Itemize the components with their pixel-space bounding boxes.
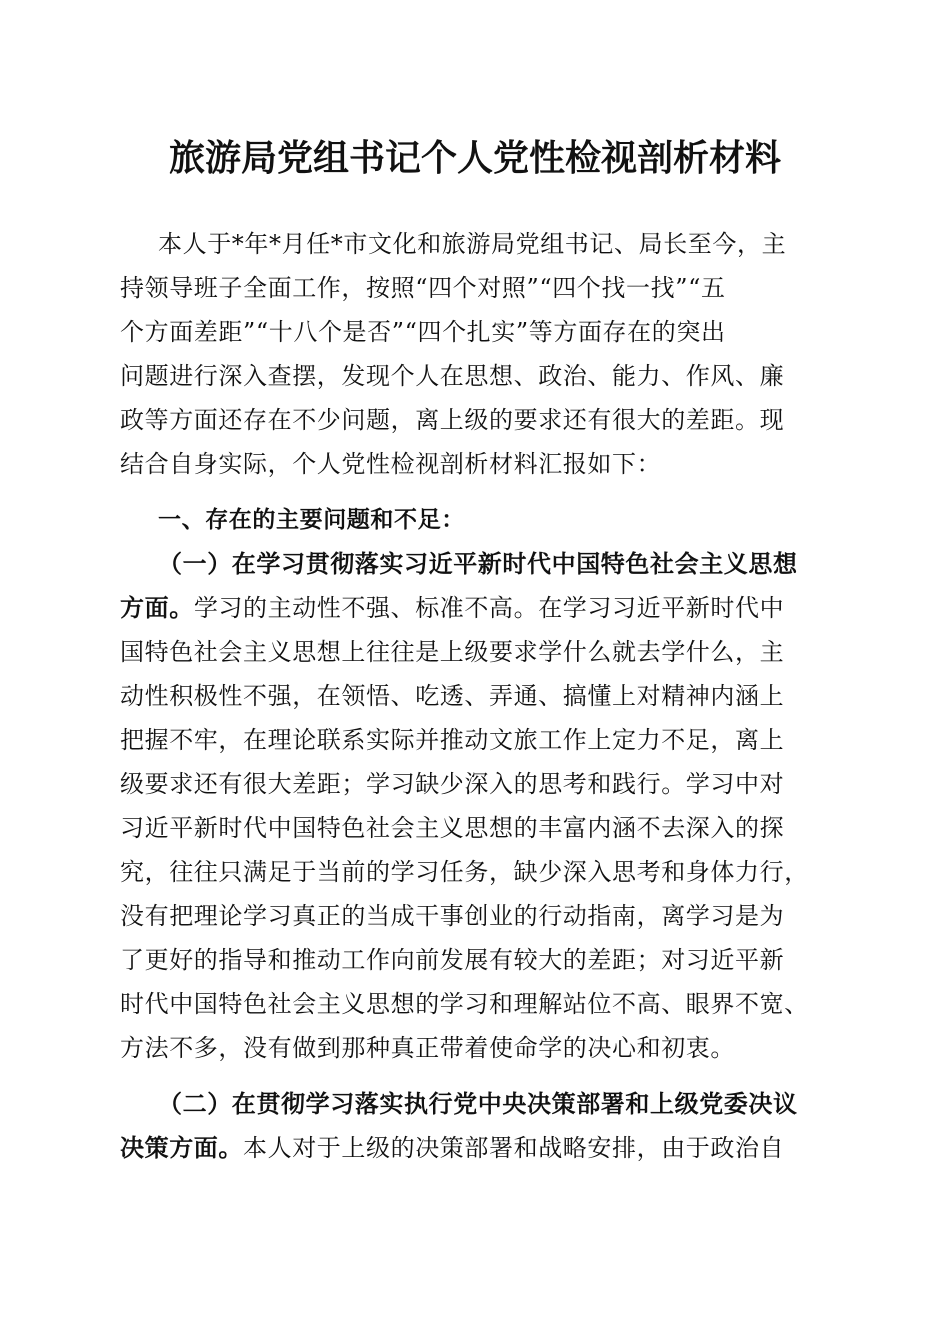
paragraph-line: 习近平新时代中国特色社会主义思想的丰富内涵不去深入的探 (120, 814, 785, 842)
paragraph-line: 国特色社会主义思想上往往是上级要求学什么就去学什么，主 (120, 638, 785, 666)
intro-line: 结合自身实际，个人党性检视剖析材料汇报如下： (120, 450, 662, 478)
paragraph-text: 学习的主动性不强、标准不高。在学习习近平新时代中 (193, 594, 785, 622)
subsection-heading-end: 方面。 (120, 593, 194, 622)
intro-line: 持领导班子全面工作，按照“四个对照”“四个找一找”“五 (120, 274, 726, 302)
paragraph-line: 把握不牢，在理论联系实际并推动文旅工作上定力不足，离上 (120, 726, 785, 754)
paragraph-line: 了更好的指导和推动工作向前发展有较大的差距；对习近平新 (120, 946, 785, 974)
paragraph-line: 究，往往只满足于当前的学习任务，缺少深入思考和身体力行， (120, 858, 809, 886)
paragraph-line: 方法不多，没有做到那种真正带着使命学的决心和初衷。 (120, 1034, 735, 1062)
paragraph-line: 没有把理论学习真正的当成干事创业的行动指南，离学习是为 (120, 902, 785, 930)
paragraph-line: 级要求还有很大差距；学习缺少深入的思考和践行。学习中对 (120, 770, 785, 798)
document-title: 旅游局党组书记个人党性检视剖析材料 (168, 137, 781, 179)
intro-line: 个方面差距”“十八个是否”“四个扎实”等方面存在的突出 (120, 318, 726, 346)
paragraph-line (120, 1126, 784, 1170)
paragraph-line (120, 586, 784, 630)
subsection-heading: （一）在学习贯彻落实习近平新时代中国特色社会主义思想 (158, 549, 798, 578)
intro-line: 政等方面还存在不少问题，离上级的要求还有很大的差距。现 (120, 406, 785, 434)
section-heading: 一、存在的主要问题和不足： (158, 507, 465, 533)
paragraph-line: 时代中国特色社会主义思想的学习和理解站位不高、眼界不宽、 (120, 990, 809, 1018)
subsection-heading: （二）在贯彻学习落实执行党中央决策部署和上级党委决议 (158, 1089, 798, 1118)
subsection-heading-end: 决策方面。 (120, 1133, 243, 1162)
paragraph-text: 本人对于上级的决策部署和战略安排，由于政治自 (243, 1134, 785, 1162)
intro-line: 问题进行深入查摆，发现个人在思想、政治、能力、作风、廉 (120, 362, 785, 390)
paragraph-line: 动性积极性不强，在领悟、吃透、弄通、搞懂上对精神内涵上 (120, 682, 785, 710)
intro-line: 本人于*年*月任*市文化和旅游局党组书记、局长至今，主 (158, 230, 787, 258)
